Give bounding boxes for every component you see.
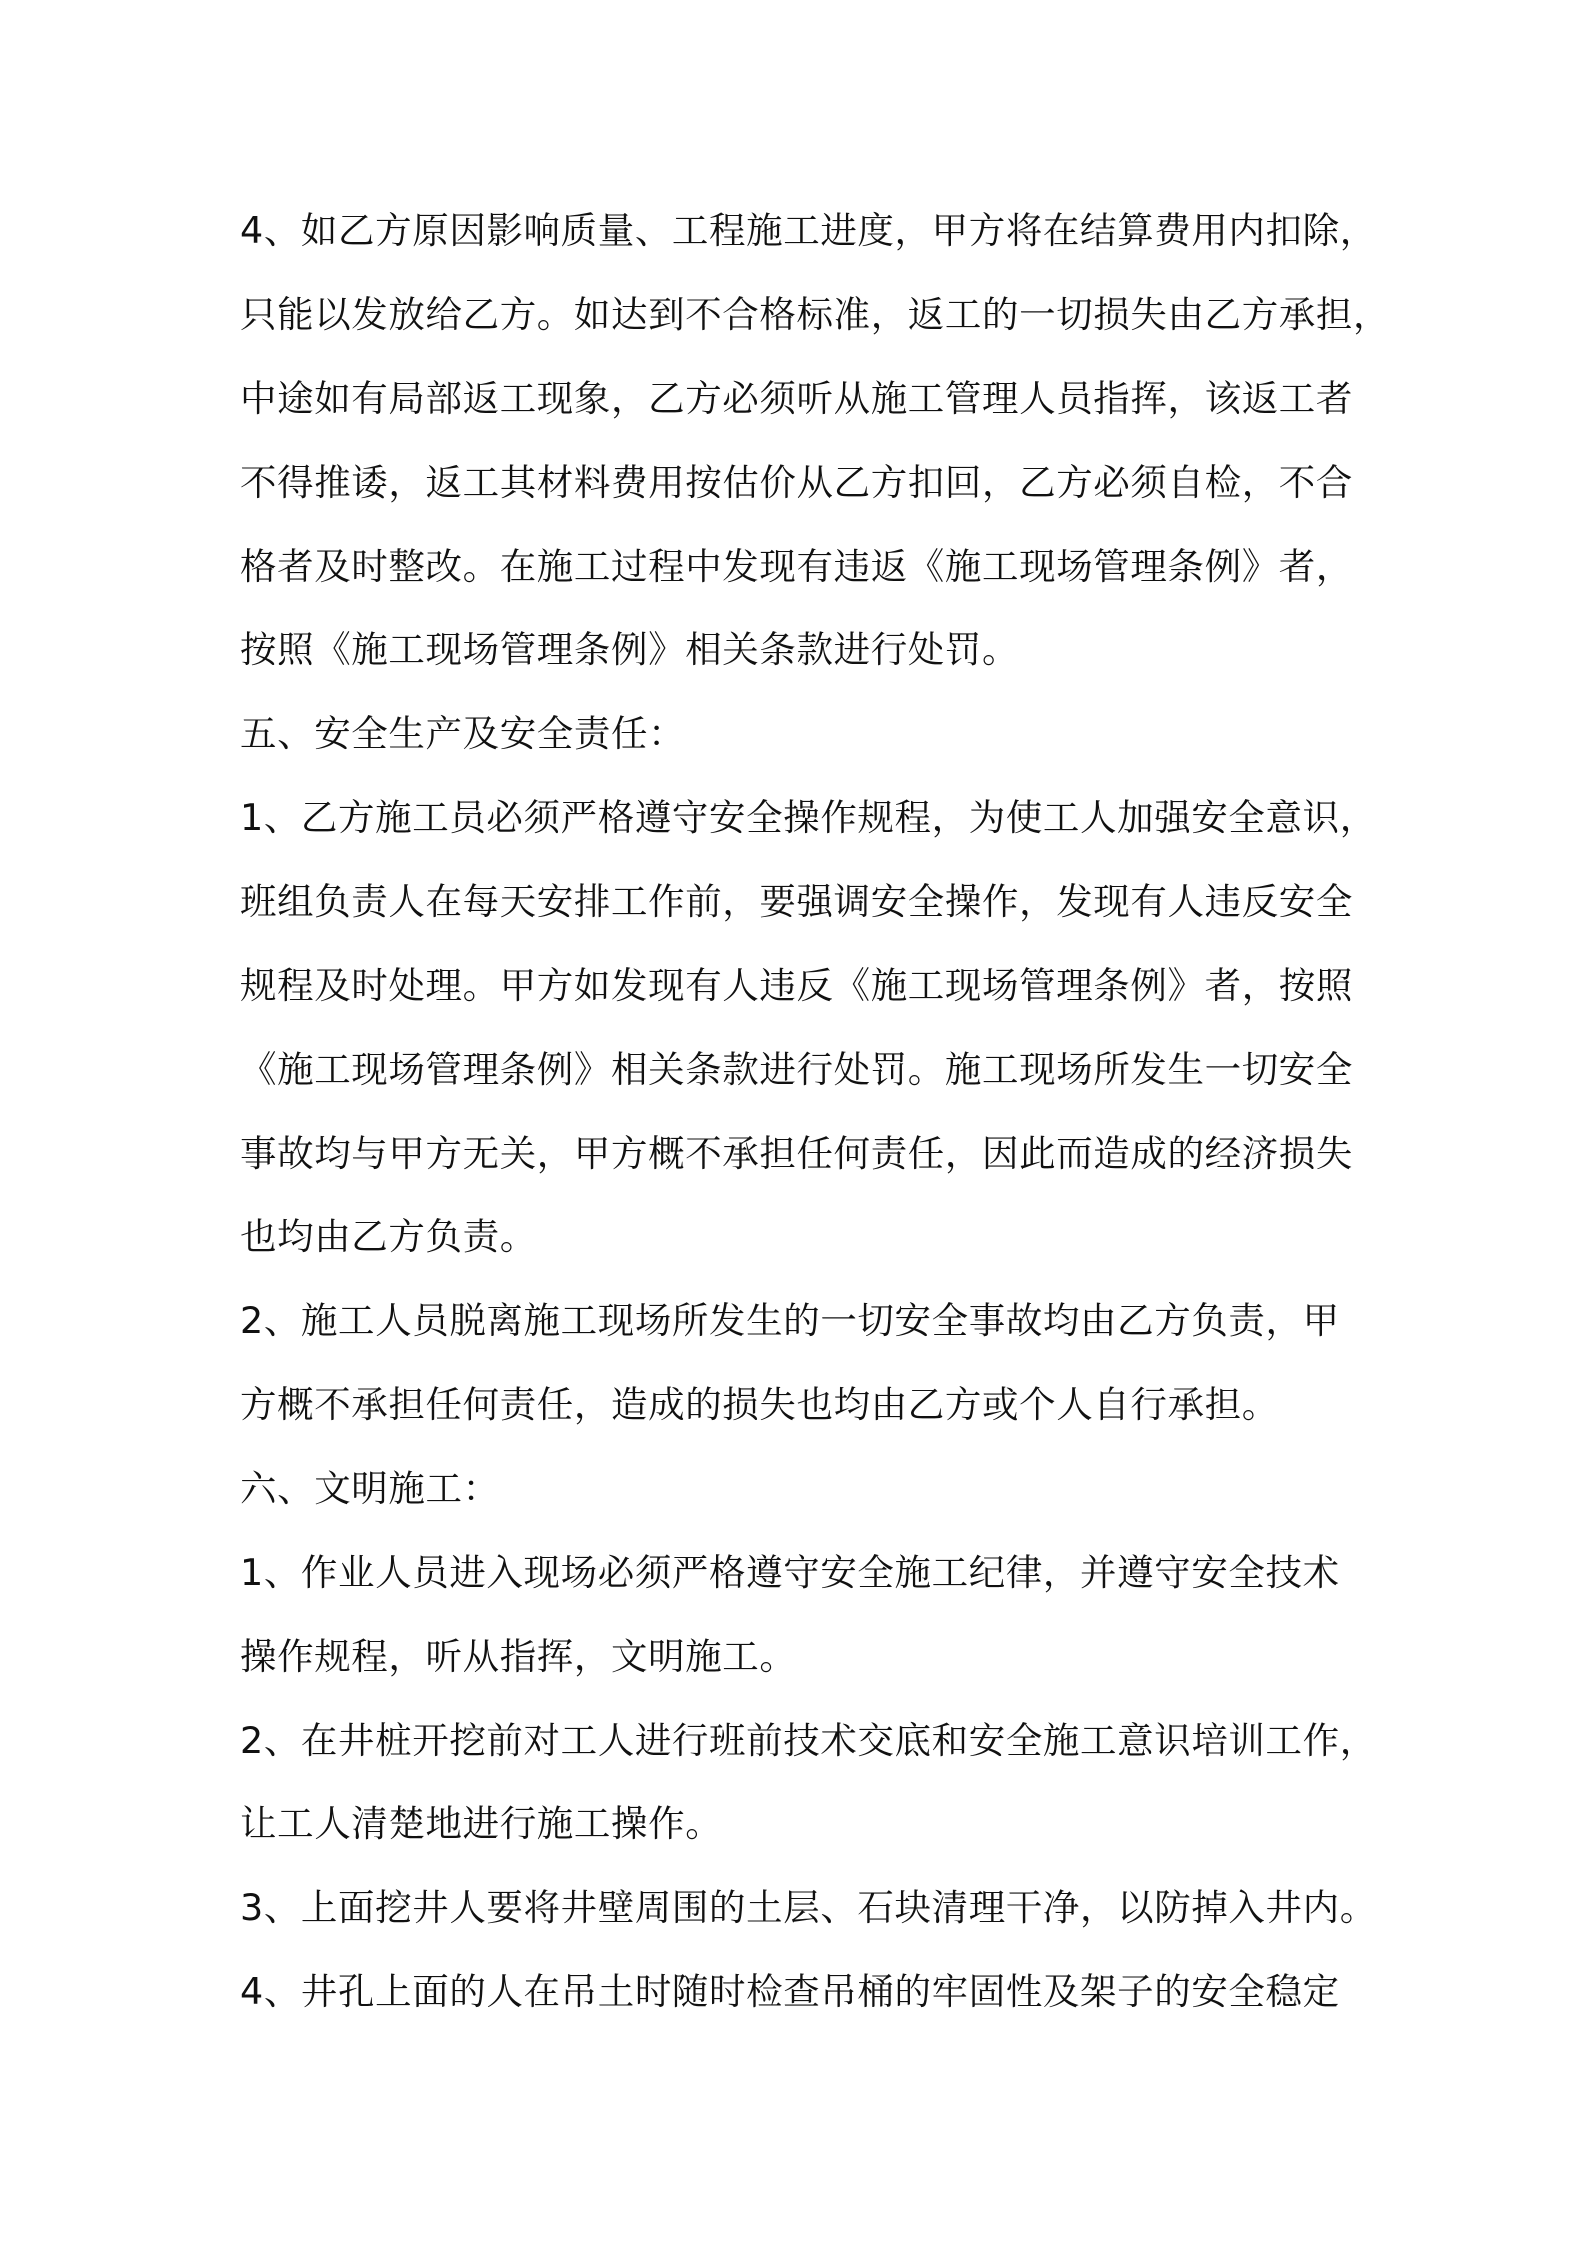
text-line: 让工人清楚地进行施工操作。 <box>240 1802 723 1845</box>
text-line: 班组负责人在每天安排工作前，要强调安全操作，发现有人违反安全 <box>240 880 1353 923</box>
text-line: 中途如有局部返工现象，乙方必须听从施工管理人员指挥，该返工者 <box>240 377 1353 420</box>
section-heading: 五、安全生产及安全责任： <box>240 712 686 755</box>
text-line: 方概不承担任何责任，造成的损失也均由乙方或个人自行承担。 <box>240 1383 1279 1426</box>
text-line: 规程及时处理。甲方如发现有人违反《施工现场管理条例》者，按照 <box>240 964 1353 1007</box>
text-line: 《施工现场管理条例》相关条款进行处罚。施工现场所发生一切安全 <box>240 1048 1353 1091</box>
text-line: 只能以发放给乙方。如达到不合格标准，返工的一切损失由乙方承担， <box>240 293 1391 336</box>
text-line: 1、作业人员进入现场必须严格遵守安全施工纪律，并遵守安全技术 <box>240 1551 1340 1594</box>
text-line: 1、乙方施工员必须严格遵守安全操作规程，为使工人加强安全意识， <box>240 796 1377 839</box>
text-line: 2、在井桩开挖前对工人进行班前技术交底和安全施工意识培训工作， <box>240 1719 1377 1762</box>
text-line: 4、井孔上面的人在吊土时随时检查吊桶的牢固性及架子的安全稳定 <box>240 1970 1340 2013</box>
text-line: 3、上面挖井人要将井壁周围的土层、石块清理干净，以防掉入井内。 <box>240 1886 1377 1929</box>
text-line: 事故均与甲方无关，甲方概不承担任何责任，因此而造成的经济损失 <box>240 1132 1353 1175</box>
text-line: 也均由乙方负责。 <box>240 1215 537 1258</box>
text-line: 不得推诿，返工其材料费用按估价从乙方扣回，乙方必须自检，不合 <box>240 461 1353 504</box>
text-line: 按照《施工现场管理条例》相关条款进行处罚。 <box>240 628 1020 671</box>
section-heading: 六、文明施工： <box>240 1467 500 1510</box>
text-line: 4、如乙方原因影响质量、工程施工进度，甲方将在结算费用内扣除， <box>240 209 1377 252</box>
text-line: 2、施工人员脱离施工现场所发生的一切安全事故均由乙方负责，甲 <box>240 1299 1340 1342</box>
text-line: 格者及时整改。在施工过程中发现有违返《施工现场管理条例》者， <box>240 545 1353 588</box>
text-line: 操作规程，听从指挥，文明施工。 <box>240 1635 797 1678</box>
